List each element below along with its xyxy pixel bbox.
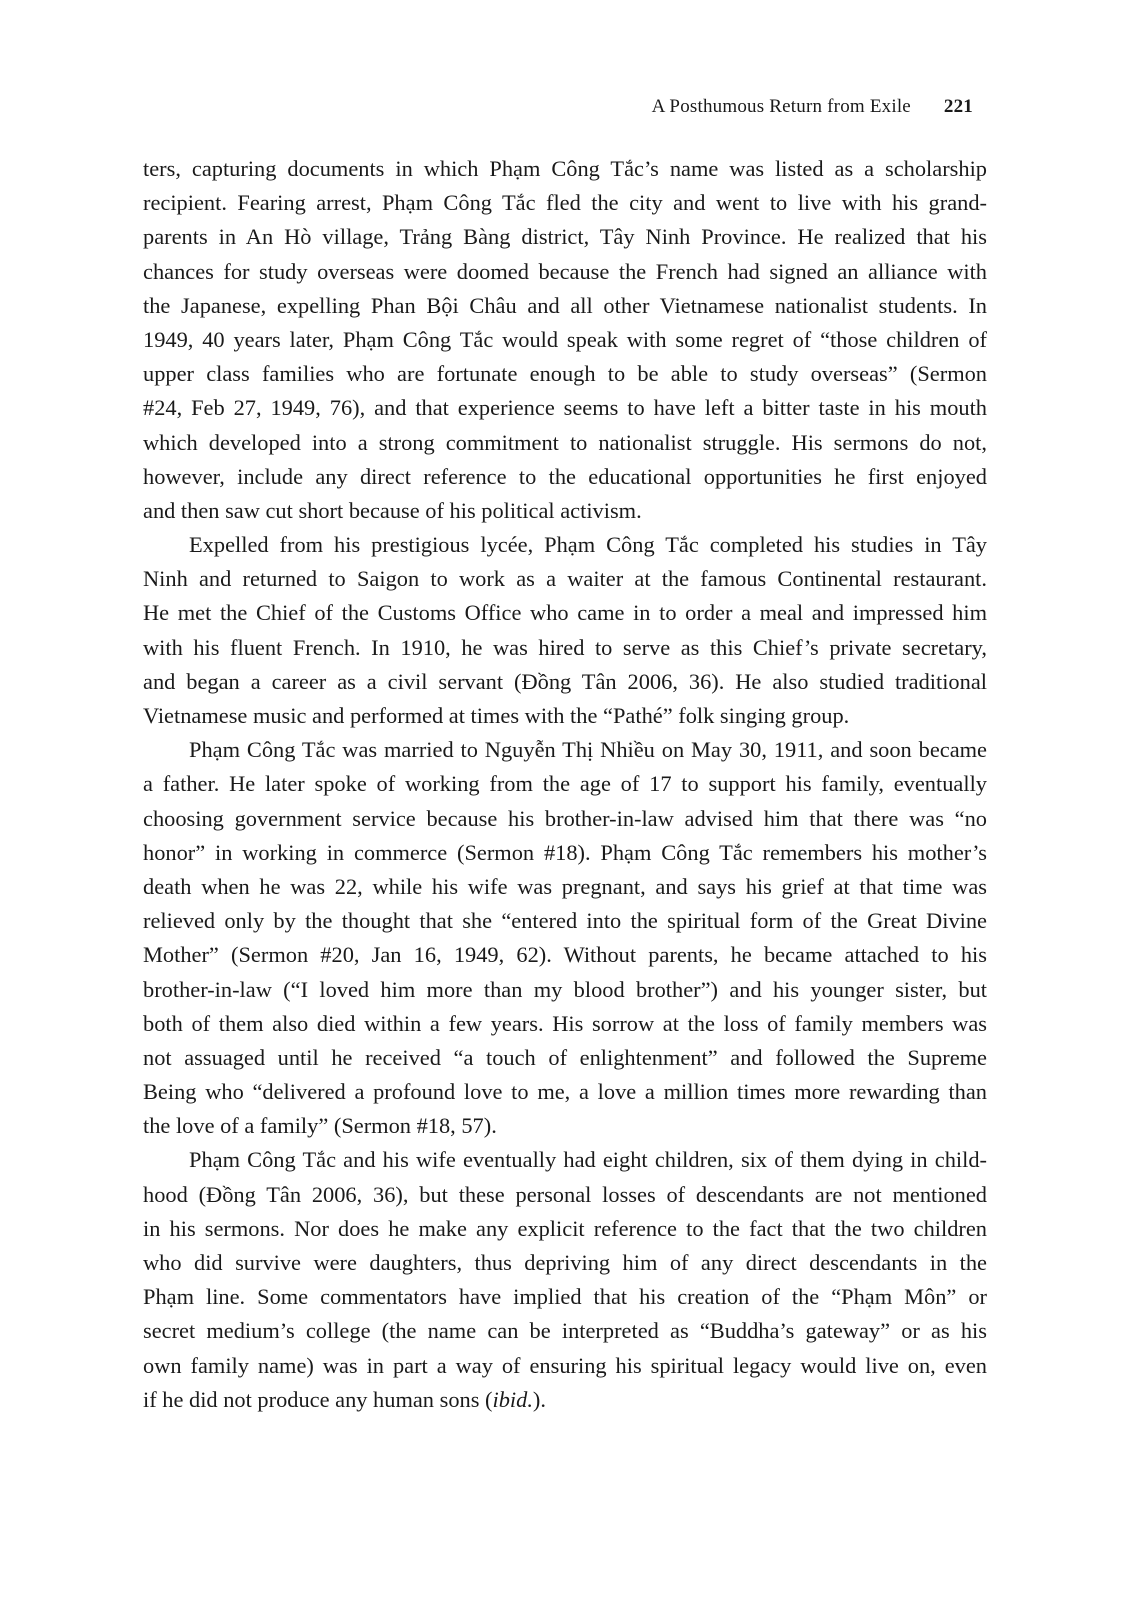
running-head-title: A Posthumous Return from Exile bbox=[651, 96, 911, 117]
text-line: brother-in-law (“I loved him more than my blood brother”) and his younger sister, but bbox=[143, 976, 987, 1002]
text-line: however, include any direct reference to the educational opportunities he first enjoyed bbox=[143, 463, 987, 489]
text-line: #24, Feb 27, 1949, 76), and that experience seems to have left a bitter taste in his mouth bbox=[143, 395, 987, 421]
text-line: Expelled from his prestigious lycée, Phạm Công Tắc completed his studies in Tây bbox=[189, 532, 987, 558]
paragraph bbox=[143, 733, 987, 1143]
text-line: Phạm line. Some commentators have implied that his creation of the “Phạm Môn” or bbox=[143, 1284, 987, 1310]
text-line: He met the Chief of the Customs Office who came in to order a meal and impressed him bbox=[143, 600, 987, 626]
text-segment: if he did not produce any human sons ( bbox=[143, 1386, 493, 1412]
text-line: chances for study overseas were doomed because the French had signed an alliance with bbox=[143, 258, 987, 284]
text-line: both of them also died within a few years. His sorrow at the loss of family members was bbox=[143, 1010, 987, 1036]
text-line: not assuaged until he received “a touch of enlightenment” and followed the Supreme bbox=[143, 1044, 987, 1070]
text-line: hood (Đồng Tân 2006, 36), but these personal losses of descendants are not mentioned bbox=[143, 1181, 987, 1207]
text-line: Ninh and returned to Saigon to work as a waiter at the famous Continental restaurant. bbox=[143, 566, 987, 592]
text-line: choosing government service because his brother-in-law advised him that there was “no bbox=[143, 805, 987, 831]
text-line: with his fluent French. In 1910, he was hired to serve as this Chief’s private secretary, bbox=[143, 634, 987, 660]
text-line: relieved only by the thought that she “entered into the spiritual form of the Great Divine bbox=[143, 908, 987, 934]
text-line: the love of a family” (Sermon #18, 57). bbox=[143, 1113, 497, 1139]
paragraph bbox=[143, 528, 987, 733]
text-segment: ). bbox=[532, 1386, 546, 1412]
text-line: 1949, 40 years later, Phạm Công Tắc would speak with some regret of “those children of bbox=[143, 326, 987, 352]
text-line: Phạm Công Tắc and his wife eventually had eight children, six of them dying in child- bbox=[189, 1147, 987, 1173]
text-line: and then saw cut short because of his political activism. bbox=[143, 497, 642, 523]
italic-citation: ibid. bbox=[492, 1386, 533, 1412]
text-line: Vietnamese music and performed at times with the “Pathé” folk singing group. bbox=[143, 703, 850, 728]
text-line: Being who “delivered a profound love to me, a love a million times more rewarding than bbox=[143, 1079, 987, 1105]
text-line: secret medium’s college (the name can be interpreted as “Buddha’s gateway” or as his bbox=[143, 1318, 987, 1344]
text-line: and began a career as a civil servant (Đồng Tân 2006, 36). He also studied traditional bbox=[143, 668, 987, 694]
text-line: Mother” (Sermon #20, Jan 16, 1949, 62). Without parents, he became attached to his bbox=[143, 942, 987, 968]
paragraph bbox=[143, 152, 987, 528]
text-line: in his sermons. Nor does he make any explicit reference to the fact that the two children bbox=[143, 1215, 987, 1241]
text-line: who did survive were daughters, thus depriving him of any direct descendants in the bbox=[143, 1250, 987, 1275]
text-line: which developed into a strong commitment to nationalist struggle. His sermons do not, bbox=[143, 429, 987, 455]
text-line: Phạm Công Tắc was married to Nguyễn Thị Nhiều on May 30, 1911, and soon became bbox=[189, 737, 987, 763]
text-line: recipient. Fearing arrest, Phạm Công Tắc fled the city and went to live with his grand- bbox=[143, 190, 987, 216]
text-line: honor” in working in commerce (Sermon #18). Phạm Công Tắc remembers his mother’s bbox=[143, 839, 987, 865]
running-head bbox=[652, 96, 973, 118]
text-line: death when he was 22, while his wife was pregnant, and says his grief at that time was bbox=[143, 873, 987, 899]
paragraph bbox=[143, 1143, 987, 1417]
text-line: parents in An Hò village, Trảng Bàng district, Tây Ninh Province. He realized that his bbox=[143, 224, 987, 250]
text-line: a father. He later spoke of working from the age of 17 to support his family, eventually bbox=[143, 771, 987, 797]
body-text bbox=[143, 152, 987, 1417]
text-line: the Japanese, expelling Phan Bội Châu and all other Vietnamese nationalist students. In bbox=[143, 292, 987, 318]
page-number: 221 bbox=[943, 96, 973, 117]
text-line: ters, capturing documents in which Phạm Công Tắc’s name was listed as a scholarship bbox=[143, 156, 987, 181]
text-line: upper class families who are fortunate enough to be able to study overseas” (Sermon bbox=[143, 361, 987, 387]
text-line bbox=[143, 1383, 987, 1417]
text-line: own family name) was in part a way of ensuring his spiritual legacy would live on, even bbox=[143, 1352, 987, 1378]
